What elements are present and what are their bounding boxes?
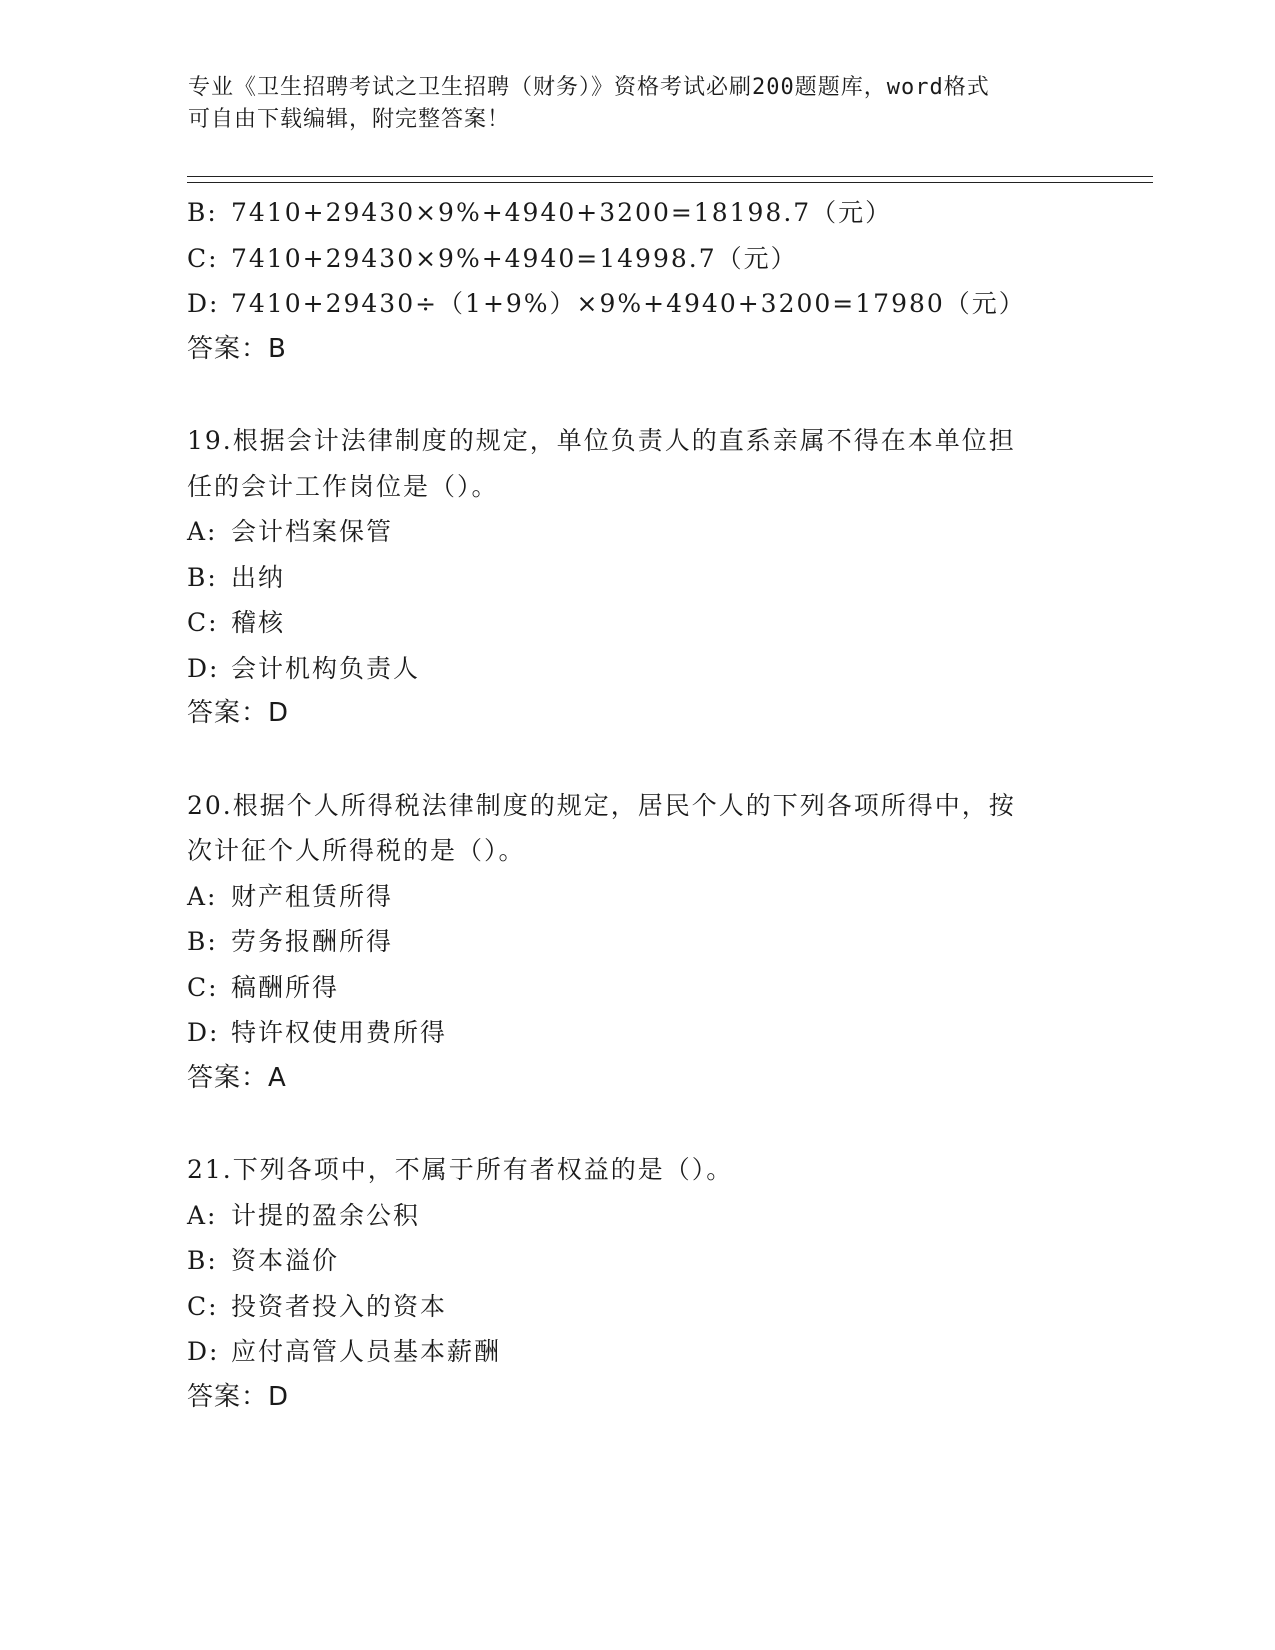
option-key: C: [187, 1291, 219, 1321]
option-key: D: [187, 653, 220, 683]
option-text: 稿酬所得 [231, 972, 340, 1002]
option-key: C: [187, 608, 219, 637]
question-stem-line: 任的会计工作岗位是（）。 [187, 471, 499, 501]
option-d [187, 646, 1087, 692]
option-d [187, 1010, 1087, 1056]
option-c [187, 600, 1087, 646]
option-key: B: [187, 562, 218, 592]
option-b [187, 190, 1087, 236]
option-c [187, 965, 1087, 1011]
question-list [187, 190, 1087, 1420]
option-key: A: [187, 1200, 218, 1230]
answer-line: 答案：B [187, 333, 287, 364]
answer-line: 答案：D [187, 698, 290, 728]
option-text: 投资者投入的资本 [231, 1291, 448, 1321]
option-c [187, 236, 1087, 282]
header-divider-top [187, 176, 1153, 177]
document-header [188, 72, 1068, 136]
option-b [187, 919, 1087, 965]
header-title-line-1: 专业《卫生招聘考试之卫生招聘（财务）》资格考试必刷200题题库，word格式 [188, 75, 990, 100]
option-a [187, 874, 1087, 920]
question-block-20 [187, 783, 1087, 1102]
option-text: 稽核 [231, 608, 286, 637]
option-key: B: [187, 1246, 218, 1275]
option-key: A: [187, 881, 218, 911]
answer-line: 答案：A [187, 1062, 287, 1093]
question-block-prev [187, 190, 1087, 372]
option-text: 特许权使用费所得 [231, 1018, 448, 1047]
option-text: 财产租赁所得 [231, 881, 394, 911]
option-text: 7410+29430÷（1+9%）×9%+4940+3200=17980（元） [231, 289, 1026, 318]
question-stem-line: 21.下列各项中，不属于所有者权益的是（）。 [187, 1155, 734, 1184]
answer-line: 答案：D [187, 1381, 290, 1412]
option-d [187, 1329, 1087, 1375]
header-divider-bottom [187, 182, 1153, 183]
question-block-21 [187, 1147, 1087, 1420]
option-b [187, 555, 1087, 601]
option-d [187, 281, 1087, 327]
question-block-19 [187, 418, 1087, 737]
header-title-line-2: 可自由下载编辑，附完整答案！ [188, 107, 511, 132]
option-key: C: [187, 243, 219, 273]
option-c [187, 1284, 1087, 1330]
option-text: 7410+29430×9%+4940+3200=18198.7（元） [231, 198, 893, 227]
option-text: 资本溢价 [231, 1246, 340, 1275]
option-key: D: [187, 289, 220, 318]
spacer [187, 372, 1087, 418]
question-stem-line: 次计征个人所得税的是（）。 [187, 836, 526, 865]
option-key: B: [187, 927, 218, 956]
option-a [187, 1193, 1087, 1239]
option-text: 应付高管人员基本薪酬 [231, 1337, 502, 1366]
option-key: C: [187, 972, 219, 1002]
option-a [187, 509, 1087, 555]
option-key: D: [187, 1337, 220, 1366]
option-text: 会计机构负责人 [231, 653, 421, 683]
option-text: 出纳 [231, 562, 286, 592]
option-text: 计提的盈余公积 [231, 1200, 421, 1230]
option-text: 会计档案保管 [231, 517, 394, 546]
question-stem-line: 19.根据会计法律制度的规定，单位负责人的直系亲属不得在本单位担 [187, 426, 1016, 455]
option-text: 7410+29430×9%+4940=14998.7（元） [231, 243, 798, 273]
question-stem-line: 20.根据个人所得税法律制度的规定，居民个人的下列各项所得中，按 [187, 790, 1016, 820]
option-b [187, 1238, 1087, 1284]
option-key: A: [187, 517, 218, 546]
option-text: 劳务报酬所得 [231, 927, 394, 956]
option-key: D: [187, 1018, 220, 1047]
option-key: B: [187, 198, 218, 227]
spacer [187, 737, 1087, 783]
spacer [187, 1101, 1087, 1147]
